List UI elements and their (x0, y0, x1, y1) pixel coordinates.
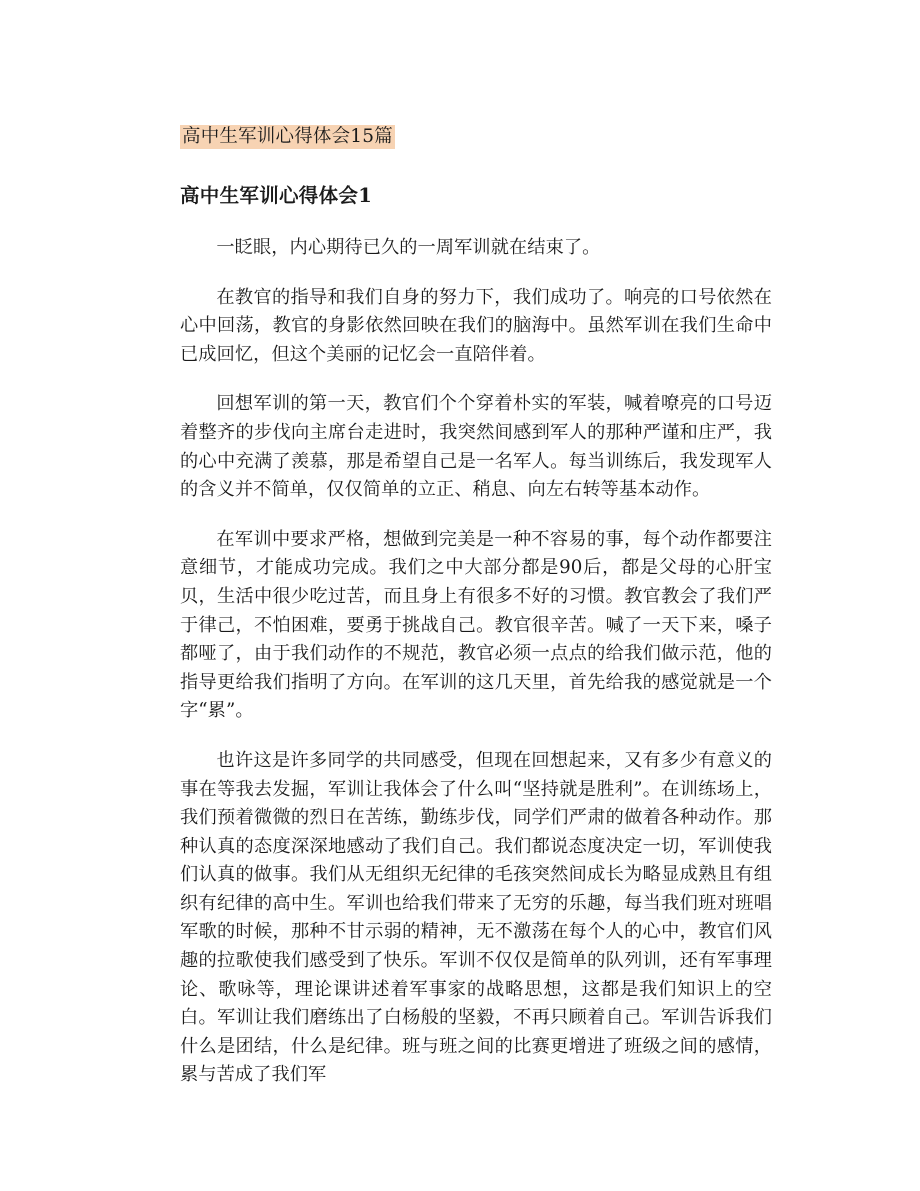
document-title-highlight: 高中生军训心得体会15篇 (182, 126, 393, 147)
paragraph-4: 在军训中要求严格，想做到完美是一种不容易的事，每个动作都要注意细节，才能成功完成。我们之中大部分都是90后，都是父母的心肝宝贝，生活中很少吃过苦，而且身上有很多不好的习惯。教官教会了我们严于律己，不怕困难，要勇于挑战自己。教官很辛苦。喊了一天下来，嗓子都哑了，由于我们动作的不规范，教官必须一点点的给我们做示范，他的指导更给我们指明了方向。在军训的这几天里，首先给我的感觉就是一个字“累”。 (180, 528, 772, 722)
paragraph-2: 在教官的指导和我们自身的努力下，我们成功了。响亮的口号依然在心中回荡，教官的身影依然回映在我们的脑海中。虽然军训在我们生命中已成回忆，但这个美丽的记忆会一直陪伴着。 (180, 286, 772, 365)
document-title (180, 122, 772, 151)
paragraph-3: 回想军训的第一天，教官们个个穿着朴实的军装，喊着嘹亮的口号迈着整齐的步伐向主席台走进时，我突然间感到军人的那种严谨和庄严，我的心中充满了羡慕，那是希望自己是一名军人。每当训练后，我发现军人的含义并不简单，仅仅简单的立正、稍息、向左右转等基本动作。 (180, 393, 772, 501)
section-heading: 高中生军训心得体会1 (180, 184, 373, 207)
paragraph-1: 一眨眼，内心期待已久的一周军训就在结束了。 (216, 237, 601, 258)
document-body (180, 122, 772, 1090)
paragraph-5: 也许这是许多同学的共同感受，但现在回想起来，又有多少有意义的事在等我去发掘，军训让我体会了什么叫“坚持就是胜利”。在训练场上，我们预着微微的烈日在苦练，勤练步伐，同学们严肃的做着各种动作。那种认真的态度深深地感动了我们自己。我们都说态度决定一切，军训使我们认真的做事。我们从无组织无纪律的毛孩突然间成长为略显成熟且有组织有纪律的高中生。军训也给我们带来了无穷的乐趣，每当我们班对班唱军歌的时候，那种不甘示弱的精神，无不激荡在每个人的心中，教官们风趣的拉歌使我们感受到了快乐。军训不仅仅是简单的队列训，还有军事理论、歌咏等，理论课讲述着军事家的战略思想，这都是我们知识上的空白。军训让我们磨练出了白杨般的坚毅，不再只顾着自己。军训告诉我们什么是团结，什么是纪律。班与班之间的比赛更增进了班级之间的感情，累与苦成了我们军 (180, 749, 772, 1086)
